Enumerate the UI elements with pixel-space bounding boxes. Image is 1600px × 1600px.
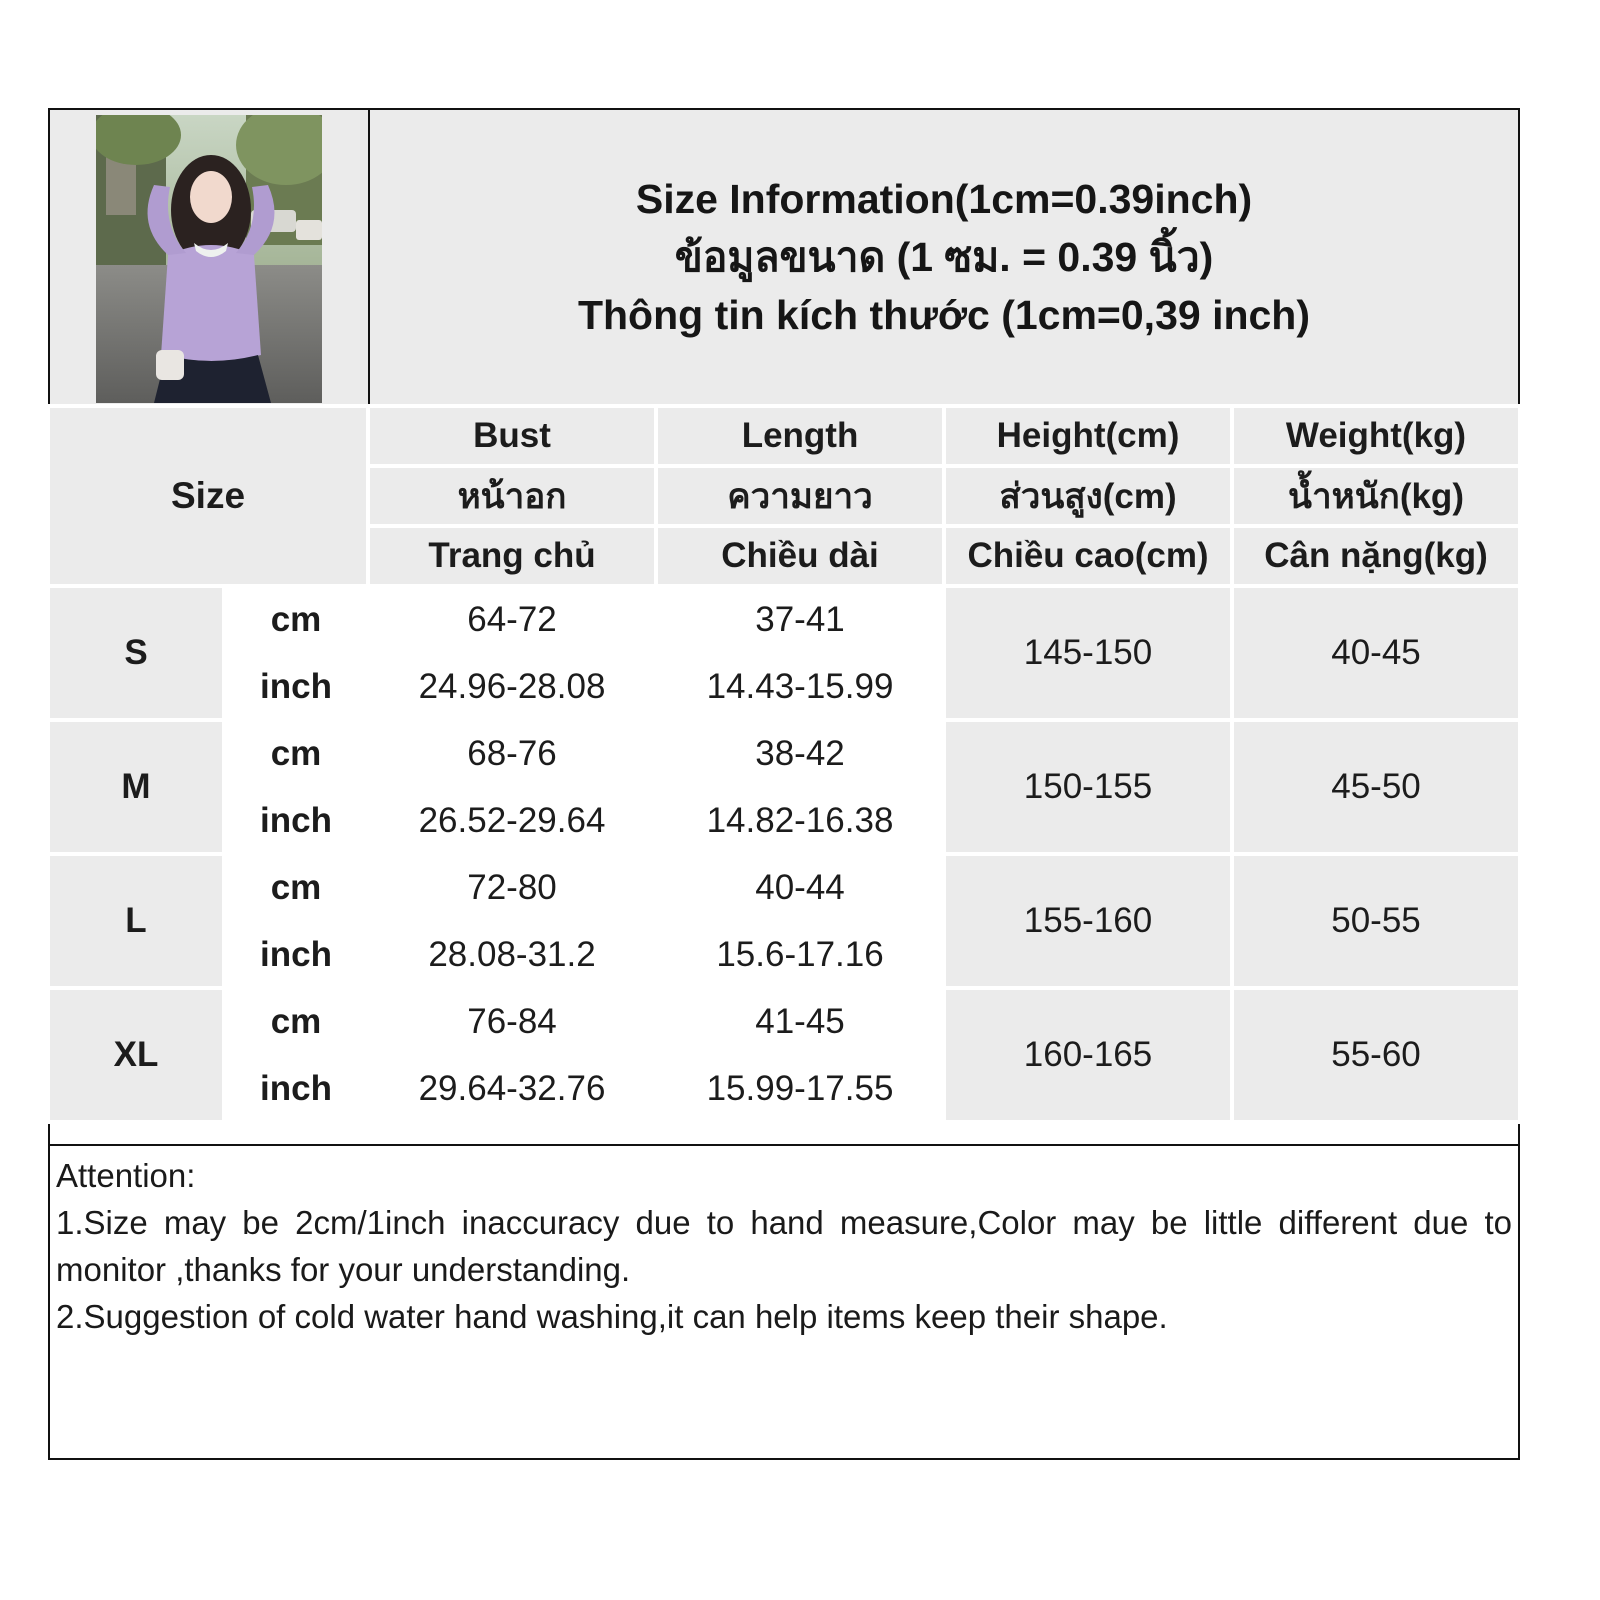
- table-row: [50, 990, 1518, 1053]
- weight-value: 50-55: [1234, 856, 1518, 986]
- bust-cm: 64-72: [370, 588, 654, 651]
- size-chart: [48, 108, 1520, 1460]
- table-row: [50, 588, 1518, 651]
- col-bust-vi: Trang chủ: [370, 528, 654, 584]
- col-bust-en: Bust: [370, 408, 654, 464]
- col-height-vi: Chiều cao(cm): [946, 528, 1230, 584]
- height-value: 150-155: [946, 722, 1230, 852]
- unit-cm-label: cm: [226, 722, 366, 785]
- col-weight-th: น้ำหนัก(kg): [1234, 468, 1518, 524]
- size-table: [46, 404, 1522, 1124]
- bust-inch: 29.64-32.76: [370, 1057, 654, 1120]
- unit-cm-label: cm: [226, 990, 366, 1053]
- col-length-vi: Chiều dài: [658, 528, 942, 584]
- bust-inch: 28.08-31.2: [370, 923, 654, 986]
- bust-inch: 24.96-28.08: [370, 655, 654, 718]
- table-row: [50, 856, 1518, 919]
- note-item: 1.Size may be 2cm/1inch inaccuracy due to hand measure,Color may be little different due to monitor ,thanks for your understanding.: [56, 1204, 1512, 1288]
- weight-value: 40-45: [1234, 588, 1518, 718]
- size-cell: S: [50, 588, 222, 718]
- title-thai: ข้อมูลขนาด (1 ซม. = 0.39 นิ้ว): [674, 234, 1214, 280]
- length-cm: 40-44: [658, 856, 942, 919]
- unit-inch-label: inch: [226, 655, 366, 718]
- product-photo: [96, 115, 322, 403]
- col-length-en: Length: [658, 408, 942, 464]
- size-cell: L: [50, 856, 222, 986]
- height-value: 155-160: [946, 856, 1230, 986]
- col-weight-en: Weight(kg): [1234, 408, 1518, 464]
- length-cm: 41-45: [658, 990, 942, 1053]
- weight-value: 55-60: [1234, 990, 1518, 1120]
- product-photo-cell: [50, 110, 370, 404]
- title-vietnamese: Thông tin kích thước (1cm=0,39 inch): [577, 292, 1311, 338]
- title-english: Size Information(1cm=0.39inch): [635, 176, 1253, 222]
- length-inch: 15.99-17.55: [658, 1057, 942, 1120]
- size-header: Size: [50, 408, 366, 584]
- col-length-th: ความยาว: [658, 468, 942, 524]
- length-cm: 38-42: [658, 722, 942, 785]
- bust-cm: 68-76: [370, 722, 654, 785]
- header-row-english: [50, 408, 1518, 464]
- note-item: 2.Suggestion of cold water hand washing,it can help items keep their shape.: [56, 1298, 1168, 1335]
- col-bust-th: หน้าอก: [370, 468, 654, 524]
- length-inch: 14.43-15.99: [658, 655, 942, 718]
- col-height-en: Height(cm): [946, 408, 1230, 464]
- title-block: [370, 110, 1518, 404]
- attention-notes: [50, 1144, 1518, 1340]
- col-height-th: ส่วนสูง(cm): [946, 468, 1230, 524]
- length-inch: 14.82-16.38: [658, 789, 942, 852]
- bust-inch: 26.52-29.64: [370, 789, 654, 852]
- bust-cm: 76-84: [370, 990, 654, 1053]
- size-cell: XL: [50, 990, 222, 1120]
- col-weight-vi: Cân nặng(kg): [1234, 528, 1518, 584]
- unit-inch-label: inch: [226, 789, 366, 852]
- bust-cm: 72-80: [370, 856, 654, 919]
- unit-cm-label: cm: [226, 856, 366, 919]
- unit-cm-label: cm: [226, 588, 366, 651]
- length-cm: 37-41: [658, 588, 942, 651]
- notes-heading: Attention:: [56, 1157, 196, 1194]
- height-value: 160-165: [946, 990, 1230, 1120]
- table-row: [50, 722, 1518, 785]
- weight-value: 45-50: [1234, 722, 1518, 852]
- length-inch: 15.6-17.16: [658, 923, 942, 986]
- unit-inch-label: inch: [226, 1057, 366, 1120]
- size-cell: M: [50, 722, 222, 852]
- chart-header: [50, 110, 1518, 406]
- unit-inch-label: inch: [226, 923, 366, 986]
- height-value: 145-150: [946, 588, 1230, 718]
